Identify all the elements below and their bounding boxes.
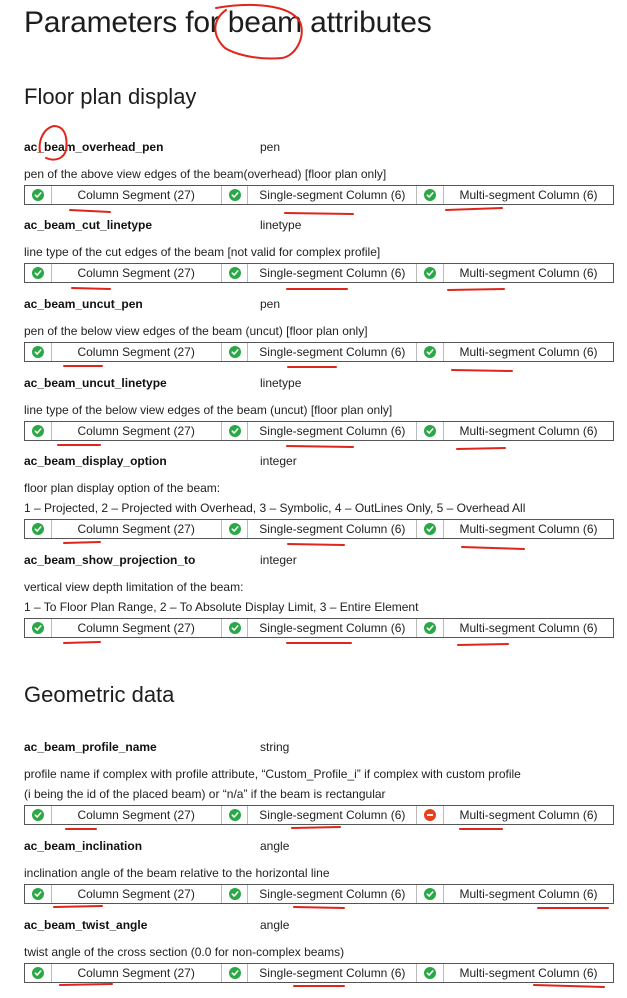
param-description: pen of the below view edges of the beam (uncut) [floor plan only] <box>24 324 368 338</box>
status-cell <box>25 964 52 982</box>
compatibility-table <box>24 805 614 825</box>
page-title: Parameters for beam attributes <box>24 6 432 39</box>
element-type-label: Column Segment (27) <box>52 264 222 282</box>
element-type-label: Single-segment Column (6) <box>248 806 417 824</box>
param-type: linetype <box>260 376 302 390</box>
status-cell <box>222 806 249 824</box>
check-icon <box>424 523 436 535</box>
status-cell <box>417 964 444 982</box>
status-cell <box>417 264 444 282</box>
param-description: line type of the below view edges of the beam (uncut) [floor plan only] <box>24 403 393 417</box>
check-icon <box>424 346 436 358</box>
check-icon <box>229 189 241 201</box>
param-name: ac_beam_inclination <box>24 839 143 853</box>
element-type-label: Single-segment Column (6) <box>248 422 417 440</box>
check-icon <box>32 888 44 900</box>
element-type-label: Column Segment (27) <box>52 885 222 903</box>
param-type: angle <box>260 918 290 932</box>
check-icon <box>32 189 44 201</box>
status-cell <box>25 422 52 440</box>
param-description: pen of the above view edges of the beam(overhead) [floor plan only] <box>24 167 387 181</box>
check-icon <box>229 425 241 437</box>
param-name: ac_beam_display_option <box>24 454 167 468</box>
check-icon <box>32 267 44 279</box>
compatibility-table <box>24 519 614 539</box>
param-name: ac_beam_uncut_pen <box>24 297 143 311</box>
status-cell <box>222 264 249 282</box>
param-name: ac_beam_cut_linetype <box>24 218 153 232</box>
param-description: floor plan display option of the beam: <box>24 481 221 495</box>
param-name: ac_beam_show_projection_to <box>24 553 196 567</box>
compatibility-table <box>24 185 614 205</box>
status-cell <box>25 186 52 204</box>
param-type: linetype <box>260 218 302 232</box>
check-icon <box>32 809 44 821</box>
check-icon <box>229 622 241 634</box>
compatibility-table <box>24 618 614 638</box>
check-icon <box>32 523 44 535</box>
element-type-label: Column Segment (27) <box>52 422 222 440</box>
param-name: ac_beam_uncut_linetype <box>24 376 167 390</box>
status-cell <box>222 422 249 440</box>
param-type: integer <box>260 553 297 567</box>
check-icon <box>32 346 44 358</box>
status-cell <box>25 885 52 903</box>
param-description: 1 – Projected, 2 – Projected with Overhead, 3 – Symbolic, 4 – OutLines Only, 5 – Overhead All <box>24 501 526 515</box>
element-type-label: Single-segment Column (6) <box>248 186 417 204</box>
param-name: ac_beam_twist_angle <box>24 918 148 932</box>
element-type-label: Column Segment (27) <box>52 964 222 982</box>
check-icon <box>229 809 241 821</box>
status-cell <box>25 343 52 361</box>
param-type: pen <box>260 140 281 154</box>
status-cell <box>222 186 249 204</box>
check-icon <box>229 967 241 979</box>
status-cell <box>25 264 52 282</box>
check-icon <box>229 523 241 535</box>
element-type-label: Multi-segment Column (6) <box>459 522 598 536</box>
element-type-label: Multi-segment Column (6) <box>459 266 598 280</box>
compatibility-table <box>24 963 614 983</box>
status-cell <box>222 885 249 903</box>
element-type-label: Column Segment (27) <box>52 343 222 361</box>
check-icon <box>424 888 436 900</box>
element-type-label: Single-segment Column (6) <box>248 520 417 538</box>
element-type-label: Single-segment Column (6) <box>248 885 417 903</box>
status-cell <box>417 619 444 637</box>
param-type: string <box>260 740 290 754</box>
element-type-label: Multi-segment Column (6) <box>459 966 598 980</box>
compatibility-table <box>24 884 614 904</box>
element-type-label: Multi-segment Column (6) <box>459 424 598 438</box>
check-icon <box>32 622 44 634</box>
section-title: Geometric data <box>24 682 175 707</box>
element-type-label: Multi-segment Column (6) <box>459 887 598 901</box>
status-cell <box>417 343 444 361</box>
param-name: ac_beam_profile_name <box>24 740 157 754</box>
param-description: vertical view depth limitation of the beam: <box>24 580 244 594</box>
element-type-label: Single-segment Column (6) <box>248 343 417 361</box>
check-icon <box>229 346 241 358</box>
status-cell <box>417 806 444 824</box>
status-cell <box>417 186 444 204</box>
element-type-label: Single-segment Column (6) <box>248 619 417 637</box>
element-type-label: Multi-segment Column (6) <box>459 808 598 822</box>
section-title: Floor plan display <box>24 84 197 109</box>
param-type: pen <box>260 297 281 311</box>
param-description: 1 – To Floor Plan Range, 2 – To Absolute Display Limit, 3 – Entire Element <box>24 600 419 614</box>
check-icon <box>424 622 436 634</box>
param-description: twist angle of the cross section (0.0 for non-complex beams) <box>24 945 345 959</box>
param-description: inclination angle of the beam relative to the horizontal line <box>24 866 330 880</box>
status-cell <box>222 520 249 538</box>
element-type-label: Multi-segment Column (6) <box>459 188 598 202</box>
element-type-label: Multi-segment Column (6) <box>459 345 598 359</box>
status-cell <box>25 806 52 824</box>
status-cell <box>222 964 249 982</box>
status-cell <box>25 619 52 637</box>
check-icon <box>424 267 436 279</box>
param-description: (i being the id of the placed beam) or “n/a” if the beam is rectangular <box>24 787 386 801</box>
check-icon <box>229 888 241 900</box>
compatibility-table <box>24 263 614 283</box>
status-cell <box>417 885 444 903</box>
compatibility-table <box>24 342 614 362</box>
element-type-label: Column Segment (27) <box>52 806 222 824</box>
param-description: profile name if complex with profile attribute, “Custom_Profile_i” if complex with custom profile <box>24 767 521 781</box>
element-type-label: Column Segment (27) <box>52 520 222 538</box>
element-type-label: Single-segment Column (6) <box>248 264 417 282</box>
element-type-label: Column Segment (27) <box>52 619 222 637</box>
param-type: integer <box>260 454 297 468</box>
check-icon <box>424 425 436 437</box>
minus-circle-icon <box>424 809 436 821</box>
check-icon <box>32 967 44 979</box>
param-type: angle <box>260 839 290 853</box>
element-type-label: Column Segment (27) <box>52 186 222 204</box>
check-icon <box>32 425 44 437</box>
element-type-label: Single-segment Column (6) <box>248 964 417 982</box>
status-cell <box>417 520 444 538</box>
status-cell <box>222 343 249 361</box>
status-cell <box>25 520 52 538</box>
status-cell <box>222 619 249 637</box>
check-icon <box>229 267 241 279</box>
param-description: line type of the cut edges of the beam [not valid for complex profile] <box>24 245 381 259</box>
check-icon <box>424 967 436 979</box>
compatibility-table <box>24 421 614 441</box>
element-type-label: Multi-segment Column (6) <box>459 621 598 635</box>
status-cell <box>417 422 444 440</box>
check-icon <box>424 189 436 201</box>
param-name: ac_beam_overhead_pen <box>24 140 164 154</box>
